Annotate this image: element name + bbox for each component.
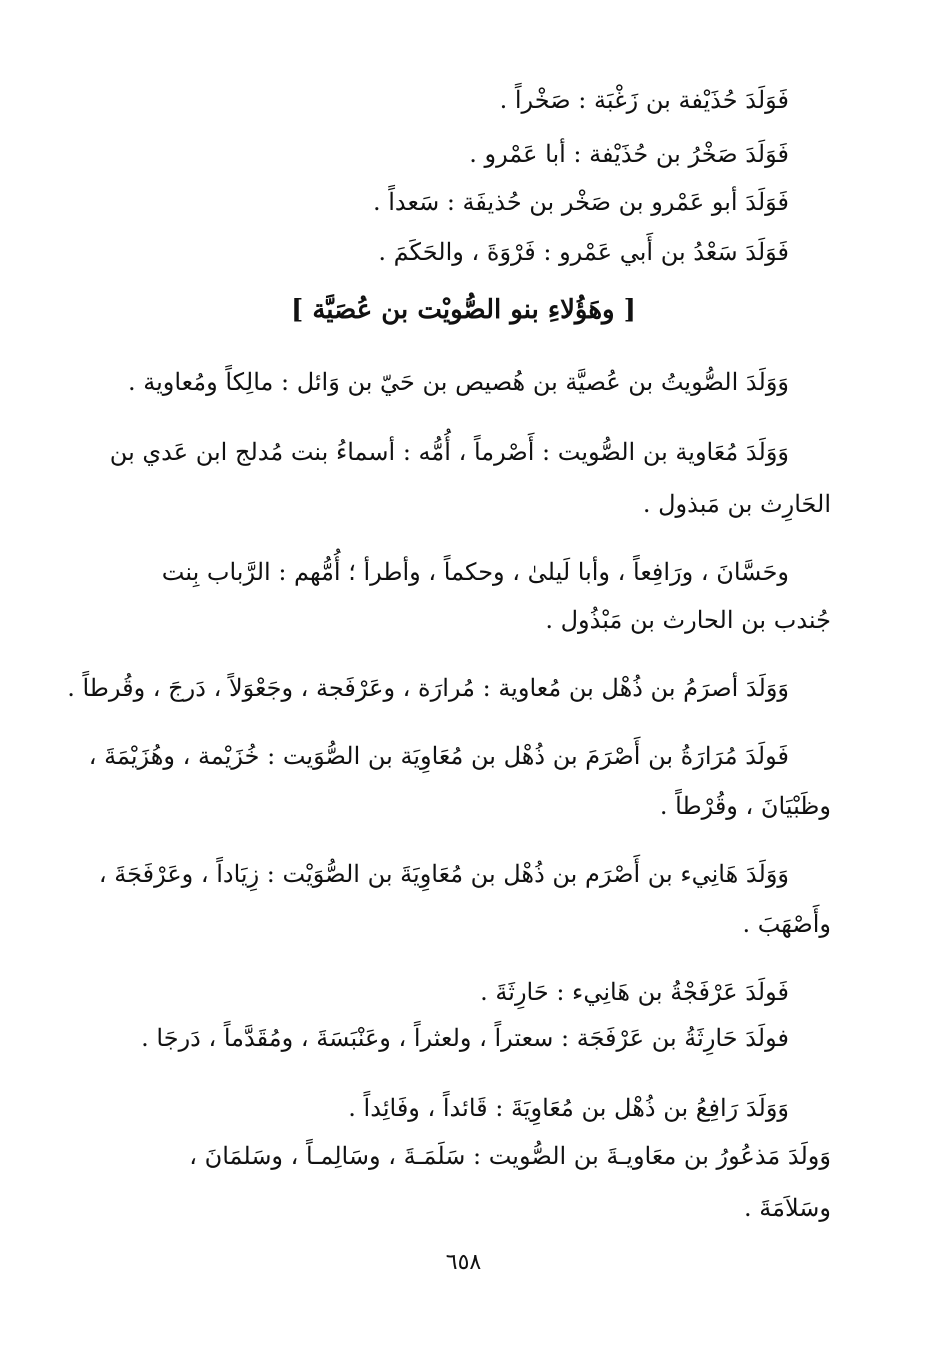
page-number: ٦٥٨ <box>445 1250 482 1275</box>
text-line: وَوَلَدَ رَافِعُ بن ذُهْل بن مُعَاوِيَةَ : قَائداً ، وفَائِداً . <box>348 1094 789 1122</box>
text-line: فَوَلَدَ أبو عَمْرو بن صَخْر بن حُذيفَة : سَعداً . <box>372 188 789 216</box>
text-line: فَولَدَ مُرَارَةُ بن أَصْرَمَ بن ذُهْل بن مُعَاوِيَة بن الصُّوَيت : خُزَيْمة ، وهُزَيْمَةَ ، <box>88 742 789 770</box>
text-line: وَولَدَ مَذعُورُ بن معَاويـةَ بن الصُّويت : سَلَمَـةَ ، وسَالِمـاً ، وسَلمَانَ ، <box>189 1142 831 1170</box>
text-line: وَوَلَدَ هَانِيء بن أَصْرَم بن ذُهْل بن مُعَاوِيَةَ بن الصُّوَيْت : زِيَاداً ، وعَرْفَجَةَ ، <box>98 860 789 888</box>
text-line: الحَارِث بن مَبذول . <box>642 490 831 518</box>
text-line: فَوَلَدَ حُذَيْفة بن زَغْبَة : صَخْراً . <box>499 86 789 114</box>
text-line: وحَسَّانَ ، ورَافِعاً ، وأبا لَيلىٰ ، وحكماً ، وأطرأ ؛ أُمُّهم : الرَّباب بِنت <box>161 558 789 586</box>
text-line: وسَلاَمَةَ . <box>744 1194 831 1222</box>
text-line: جُندب بن الحارث بن مَبْذُول . <box>545 606 831 634</box>
text-line: فولَدَ حَارِثَةُ بن عَرْفَجَة : سعتراً ، ولعثراً ، وعَنْبَسَةَ ، ومُقَدَّماً ، دَرجَا . <box>141 1024 789 1052</box>
text-line: فَولَدَ عَرْفَجْةُ بن هَانِيء : حَارِثَةَ . <box>480 978 789 1006</box>
text-line: فَوَلَدَ صَخْرُ بن حُذَيْفة : أبا عَمْرو . <box>469 140 789 168</box>
text-line: وَوَلَدَ مُعَاوية بن الصُّويت : أَصْرماً ، أُمُّه : أسماءُ بنت مُدلج ابن عَدي بن <box>109 438 789 466</box>
text-line: وَوَلَدَ الصُّويتُ بن عُصيَّة بن هُصيص بن حَيّ بن وَائل : مالِكاً ومُعاوية . <box>127 368 789 396</box>
text-line: وظَبْيَانَ ، وقُرْطاً . <box>659 792 831 820</box>
text-line: فَوَلَدَ سَعْدُ بن أَبي عَمْرو : فَرْوَةَ ، والحَكَمَ . <box>378 238 789 266</box>
section-heading: [ وهَؤُلاءِ بنو الصُّويْت بن عُصَيَّة ] <box>291 295 636 325</box>
text-line: وأَصْهَبَ . <box>742 910 831 938</box>
text-line: وَوَلَدَ أصرَمُ بن ذُهْل بن مُعاوية : مُرارَة ، وعَرْفَجة ، وجَعْوَلاً ، دَرجَ ، وقُرطاً . <box>67 674 789 702</box>
